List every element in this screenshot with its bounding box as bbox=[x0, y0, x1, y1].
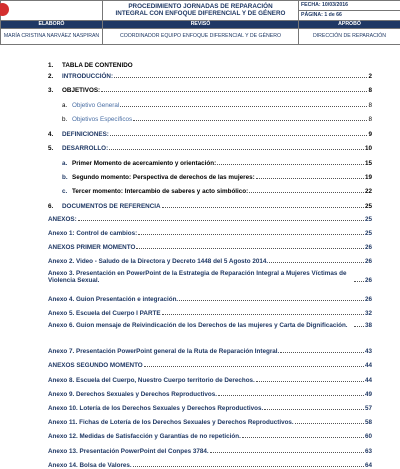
toc-entry[interactable] bbox=[48, 403, 372, 412]
toc-entry-text: Anexo 7. Presentación PowerPoint general de la Ruta de Reparación Integral. bbox=[48, 348, 279, 355]
toc-entry-body bbox=[48, 270, 372, 284]
toc-entry-page: 8 bbox=[368, 87, 372, 94]
toc-entry-text: Tercer momento: Intercambio de saberes y acto simbólico: bbox=[72, 188, 248, 195]
aprobo-label: APROBÓ bbox=[299, 21, 400, 29]
document-title: PROCEDIMIENTO JORNADAS DE REPARACIÓN INTEGRAL CON ENFOQUE DIFERENCIAL Y DE GÉNERO bbox=[103, 1, 299, 21]
toc-leader-dots bbox=[249, 192, 364, 193]
toc-leader-dots bbox=[179, 300, 364, 301]
toc-entry-text: INTRODUCCIÓN: bbox=[62, 73, 113, 80]
toc-leader-dots bbox=[280, 352, 364, 353]
toc-entry-page: 49 bbox=[365, 391, 372, 398]
page-number-field: PÁGINA: 1 de 66 bbox=[299, 11, 400, 21]
toc-entry-page: 22 bbox=[365, 188, 372, 195]
toc-entry-page: 60 bbox=[365, 433, 372, 440]
toc-entry[interactable] bbox=[48, 322, 372, 329]
toc-entry-text: Anexo 5. Escuela del Cuerpo I PARTE bbox=[48, 310, 161, 317]
date-field: FECHA: 10/03/2016 bbox=[299, 1, 400, 11]
toc-entry-text: Anexo 10. Lotería de los Derechos Sexuales y Derechos Reproductivos. bbox=[48, 405, 263, 412]
toc-leader-dots bbox=[256, 178, 364, 179]
toc-entry[interactable] bbox=[48, 201, 372, 210]
toc-leader-dots bbox=[109, 149, 364, 150]
toc-entry-number: a. bbox=[62, 160, 72, 167]
toc-leader-dots bbox=[78, 220, 364, 221]
toc-entry-number: 6. bbox=[48, 203, 62, 210]
toc-leader-dots bbox=[162, 314, 364, 315]
logo-icon bbox=[0, 3, 9, 16]
toc-entry-text: DEFINICIONES: bbox=[62, 131, 109, 138]
toc-entry-text: Anexo 3. Presentación en PowerPoint de la Estrategia de Reparación Integral a Mujeres Víctimas de Violencia Sexual. bbox=[48, 270, 353, 284]
toc-leader-dots bbox=[144, 366, 364, 367]
toc-entry-page: 26 bbox=[365, 244, 372, 251]
toc-entry-text: Anexo 14. Bolsa de Valores. bbox=[48, 462, 132, 469]
toc-entry[interactable] bbox=[48, 375, 372, 384]
toc-entry-text: Anexo 4. Guion Presentación e integración. bbox=[48, 296, 178, 303]
toc-entry[interactable] bbox=[48, 270, 372, 284]
toc-entry-page: 44 bbox=[365, 377, 372, 384]
toc-entry-text: DESARROLLO: bbox=[62, 145, 108, 152]
toc-leader-dots bbox=[110, 135, 368, 136]
toc-entry[interactable] bbox=[48, 256, 372, 265]
toc-entry-page: 25 bbox=[365, 216, 372, 223]
reviso-value: COORDINADOR EQUIPO ENFOQUE DIFERENCIAL Y DE GÉNERO bbox=[103, 29, 299, 45]
toc-leader-dots bbox=[264, 409, 364, 410]
logo-cell bbox=[1, 1, 103, 21]
toc-entry-page: 8 bbox=[368, 102, 372, 109]
toc-entry-page: 9 bbox=[368, 131, 372, 138]
toc-entry-text: ANEXOS PRIMER MOMENTO bbox=[48, 244, 135, 251]
toc-entry-page: 15 bbox=[365, 160, 372, 167]
toc-entry[interactable] bbox=[48, 431, 372, 440]
toc-leader-dots bbox=[217, 164, 364, 165]
toc-entry[interactable] bbox=[48, 346, 372, 355]
toc-entry-page: 64 bbox=[365, 462, 372, 469]
toc-leader-dots bbox=[133, 466, 364, 467]
toc-leader-dots bbox=[136, 248, 364, 249]
toc-leader-dots bbox=[101, 91, 367, 92]
toc-entry-text: Anexo 9. Derechos Sexuales y Derechos Reproductivos. bbox=[48, 391, 217, 398]
toc-entry-number: b. bbox=[62, 116, 72, 123]
toc-entry-number: 2. bbox=[48, 73, 62, 80]
toc-entry[interactable] bbox=[48, 242, 372, 251]
toc-entry[interactable] bbox=[48, 308, 372, 317]
toc-entry-page: 10 bbox=[365, 145, 372, 152]
toc-entry[interactable] bbox=[62, 172, 372, 181]
toc-entry-text: Anexo 6. Guion mensaje de Reivindicación de los Derechos de las mujeres y Carta de Dignificación. bbox=[48, 322, 353, 329]
toc-leader-dots bbox=[133, 120, 367, 121]
toc-leader-dots bbox=[210, 452, 364, 453]
toc-entry-text: Primer Momento de acercamiento y orientación: bbox=[72, 160, 216, 167]
toc-entry[interactable] bbox=[48, 460, 372, 469]
document-header bbox=[0, 0, 400, 45]
toc-entry-page: 58 bbox=[365, 419, 372, 426]
toc-entry-page: 32 bbox=[365, 310, 372, 317]
toc-entry-page: 2 bbox=[368, 73, 372, 80]
toc-entry-page: 26 bbox=[365, 277, 372, 284]
toc-entry-text: ANEXOS SEGUNDO MOMENTO bbox=[48, 362, 143, 369]
toc-heading: 1. TABLA DE CONTENIDO bbox=[48, 60, 372, 69]
toc-leader-dots bbox=[218, 395, 364, 396]
toc-entry-text: Anexo 2. Video - Saludo de la Directora y Decreto 1448 del 5 Agosto 2014. bbox=[48, 258, 268, 265]
toc-entry[interactable] bbox=[48, 85, 372, 94]
toc-entry-page: 57 bbox=[365, 405, 372, 412]
toc-leader-dots bbox=[354, 326, 364, 327]
reviso-label: REVISÓ bbox=[103, 21, 299, 29]
toc-entry[interactable] bbox=[62, 186, 372, 195]
toc-entry-text: Anexo 12. Medidas de Satisfacción y Garantías de no repetición. bbox=[48, 433, 241, 440]
toc-leader-dots bbox=[354, 281, 364, 282]
toc-entry-text: Objetivos Específicos bbox=[72, 116, 132, 123]
toc-entry[interactable] bbox=[48, 446, 372, 455]
toc-entry[interactable] bbox=[48, 129, 372, 138]
toc-entry-page: 38 bbox=[365, 322, 372, 329]
toc-entry-number: b. bbox=[62, 174, 72, 181]
toc-entry-text: OBJETIVOS: bbox=[62, 87, 100, 94]
aprobo-value: DIRECCIÓN DE REPARACIÓN bbox=[299, 29, 400, 45]
toc-entry-number: c. bbox=[62, 188, 72, 195]
toc-entry-page: 26 bbox=[365, 296, 372, 303]
toc-entry[interactable] bbox=[48, 143, 372, 152]
toc-entry-number: 3. bbox=[48, 87, 62, 94]
toc-entry[interactable] bbox=[48, 294, 372, 303]
toc-entry-text: Anexo 11. Fichas de Lotería de los Derechos Sexuales y Derechos Reproductivos. bbox=[48, 419, 294, 426]
toc-entry-number: 5. bbox=[48, 145, 62, 152]
toc-entry-text: Segundo momento: Perspectiva de derechos de las mujeres: bbox=[72, 174, 255, 181]
toc-entry-body bbox=[48, 322, 372, 329]
toc-entry[interactable] bbox=[48, 71, 372, 80]
toc-leader-dots bbox=[295, 423, 364, 424]
toc-entry[interactable] bbox=[48, 417, 372, 426]
toc-entry-number: 4. bbox=[48, 131, 62, 138]
toc-entry[interactable] bbox=[48, 360, 372, 369]
toc-entry[interactable] bbox=[48, 228, 372, 237]
toc-entry-page: 19 bbox=[365, 174, 372, 181]
toc-entry-number: a. bbox=[62, 102, 72, 109]
toc-leader-dots bbox=[242, 437, 364, 438]
toc-entry-text: Anexo 8. Escuela del Cuerpo, Nuestro Cuerpo territorio de Derechos. bbox=[48, 377, 255, 384]
toc-entry-text: Anexo 13. Presentación PowerPoint del Conpes 3784. bbox=[48, 448, 209, 455]
toc-entry-page: 26 bbox=[365, 258, 372, 265]
toc-leader-dots bbox=[114, 77, 367, 78]
toc-entry[interactable] bbox=[48, 214, 372, 223]
toc-entry-page: 8 bbox=[368, 116, 372, 123]
toc-entry-page: 25 bbox=[365, 230, 372, 237]
toc-leader-dots bbox=[269, 262, 364, 263]
toc-leader-dots bbox=[138, 234, 364, 235]
toc-entry-page: 63 bbox=[365, 448, 372, 455]
elaboro-label: ELABORÓ bbox=[1, 21, 103, 29]
toc-leader-dots bbox=[120, 106, 367, 107]
toc-entry[interactable] bbox=[48, 389, 372, 398]
toc-entry-text: ANEXOS: bbox=[48, 216, 77, 223]
toc-entry-text: Anexo 1: Control de cambios: bbox=[48, 230, 137, 237]
toc-entry-page: 25 bbox=[365, 203, 372, 210]
elaboro-value: MARÍA CRISTINA NARVÁEZ NASPIRAN bbox=[1, 29, 103, 45]
toc-entry[interactable] bbox=[62, 158, 372, 167]
toc-leader-dots bbox=[162, 207, 364, 208]
toc-entry-page: 43 bbox=[365, 348, 372, 355]
toc-entry-text: DOCUMENTOS DE REFERENCIA bbox=[62, 203, 161, 210]
toc-entry[interactable] bbox=[62, 114, 372, 123]
toc-entry-page: 44 bbox=[365, 362, 372, 369]
toc-entry[interactable] bbox=[62, 100, 372, 109]
toc-leader-dots bbox=[256, 381, 364, 382]
toc-entry-text: Objetivo General bbox=[72, 102, 119, 109]
